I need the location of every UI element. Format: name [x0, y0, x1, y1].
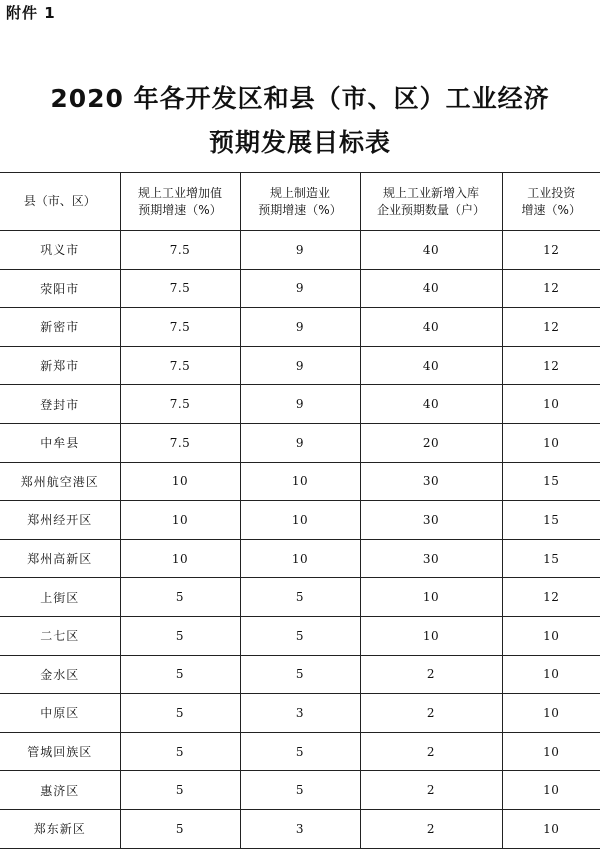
cell-county: 中牟县 [0, 423, 120, 462]
cell-new-enterprises: 2 [360, 732, 502, 771]
table-header-row [0, 173, 600, 231]
cell-county: 郑州经开区 [0, 501, 120, 540]
cell-county: 新郑市 [0, 346, 120, 385]
page-title-line-2: 预期发展目标表 [208, 128, 391, 157]
cell-county: 金水区 [0, 655, 120, 694]
cell-new-enterprises: 2 [360, 655, 502, 694]
cell-new-enterprises: 40 [360, 308, 502, 347]
header-investment-growth: 工业投资 增速（%） [502, 173, 600, 231]
cell-investment-growth: 15 [502, 539, 600, 578]
cell-county: 巩义市 [0, 231, 120, 270]
cell-investment-growth: 15 [502, 462, 600, 501]
cell-manufacturing-growth: 5 [240, 655, 360, 694]
table-row [0, 655, 600, 694]
cell-new-enterprises: 30 [360, 539, 502, 578]
table-row [0, 539, 600, 578]
header-new-enterprises: 规上工业新增入库 企业预期数量（户） [360, 173, 502, 231]
cell-industrial-value-growth: 7.5 [120, 385, 240, 424]
table-row [0, 308, 600, 347]
cell-manufacturing-growth: 10 [240, 462, 360, 501]
cell-industrial-value-growth: 5 [120, 578, 240, 617]
cell-county: 荥阳市 [0, 269, 120, 308]
cell-manufacturing-growth: 9 [240, 269, 360, 308]
cell-industrial-value-growth: 10 [120, 539, 240, 578]
cell-county: 郑州航空港区 [0, 462, 120, 501]
cell-industrial-value-growth: 7.5 [120, 231, 240, 270]
table-body [0, 231, 600, 849]
cell-new-enterprises: 40 [360, 385, 502, 424]
cell-county: 登封市 [0, 385, 120, 424]
header-county: 县（市、区） [0, 173, 120, 231]
cell-industrial-value-growth: 7.5 [120, 269, 240, 308]
cell-county: 郑东新区 [0, 809, 120, 848]
cell-industrial-value-growth: 10 [120, 501, 240, 540]
annex-label: 附件 1 [6, 4, 56, 22]
cell-industrial-value-growth: 5 [120, 771, 240, 810]
table-row [0, 809, 600, 848]
page-title-line-1: 2020 年各开发区和县（市、区）工业经济 [50, 84, 550, 113]
table-row [0, 501, 600, 540]
cell-industrial-value-growth: 5 [120, 732, 240, 771]
cell-investment-growth: 10 [502, 732, 600, 771]
cell-manufacturing-growth: 3 [240, 809, 360, 848]
table-row [0, 578, 600, 617]
cell-investment-growth: 10 [502, 385, 600, 424]
cell-manufacturing-growth: 3 [240, 694, 360, 733]
cell-investment-growth: 10 [502, 616, 600, 655]
cell-industrial-value-growth: 5 [120, 616, 240, 655]
cell-new-enterprises: 10 [360, 616, 502, 655]
cell-investment-growth: 10 [502, 694, 600, 733]
cell-investment-growth: 10 [502, 423, 600, 462]
cell-industrial-value-growth: 5 [120, 809, 240, 848]
header-industrial-value-growth: 规上工业增加值 预期增速（%） [120, 173, 240, 231]
table-row [0, 346, 600, 385]
table-row [0, 771, 600, 810]
cell-county: 新密市 [0, 308, 120, 347]
cell-new-enterprises: 40 [360, 269, 502, 308]
cell-manufacturing-growth: 5 [240, 616, 360, 655]
cell-manufacturing-growth: 5 [240, 771, 360, 810]
cell-investment-growth: 15 [502, 501, 600, 540]
cell-industrial-value-growth: 5 [120, 655, 240, 694]
cell-manufacturing-growth: 5 [240, 578, 360, 617]
header-manufacturing-growth: 规上制造业 预期增速（%） [240, 173, 360, 231]
cell-investment-growth: 10 [502, 655, 600, 694]
table-row [0, 269, 600, 308]
table-row [0, 694, 600, 733]
table-row [0, 462, 600, 501]
cell-investment-growth: 12 [502, 269, 600, 308]
cell-manufacturing-growth: 9 [240, 385, 360, 424]
cell-new-enterprises: 40 [360, 346, 502, 385]
cell-county: 上街区 [0, 578, 120, 617]
cell-industrial-value-growth: 7.5 [120, 346, 240, 385]
cell-new-enterprises: 30 [360, 462, 502, 501]
cell-county: 惠济区 [0, 771, 120, 810]
cell-new-enterprises: 2 [360, 809, 502, 848]
cell-investment-growth: 12 [502, 231, 600, 270]
table-row [0, 423, 600, 462]
cell-manufacturing-growth: 10 [240, 539, 360, 578]
cell-new-enterprises: 2 [360, 771, 502, 810]
cell-industrial-value-growth: 10 [120, 462, 240, 501]
cell-investment-growth: 12 [502, 346, 600, 385]
cell-industrial-value-growth: 7.5 [120, 423, 240, 462]
table-row [0, 385, 600, 424]
cell-manufacturing-growth: 9 [240, 346, 360, 385]
table-row [0, 732, 600, 771]
cell-manufacturing-growth: 9 [240, 231, 360, 270]
cell-industrial-value-growth: 5 [120, 694, 240, 733]
cell-manufacturing-growth: 5 [240, 732, 360, 771]
cell-investment-growth: 12 [502, 578, 600, 617]
table-row [0, 616, 600, 655]
cell-new-enterprises: 20 [360, 423, 502, 462]
cell-new-enterprises: 2 [360, 694, 502, 733]
cell-investment-growth: 10 [502, 809, 600, 848]
cell-new-enterprises: 40 [360, 231, 502, 270]
cell-county: 郑州高新区 [0, 539, 120, 578]
cell-investment-growth: 12 [502, 308, 600, 347]
cell-manufacturing-growth: 9 [240, 308, 360, 347]
cell-county: 中原区 [0, 694, 120, 733]
cell-industrial-value-growth: 7.5 [120, 308, 240, 347]
cell-manufacturing-growth: 10 [240, 501, 360, 540]
cell-investment-growth: 10 [502, 771, 600, 810]
cell-new-enterprises: 10 [360, 578, 502, 617]
targets-table [0, 172, 600, 849]
cell-new-enterprises: 30 [360, 501, 502, 540]
cell-county: 管城回族区 [0, 732, 120, 771]
cell-manufacturing-growth: 9 [240, 423, 360, 462]
cell-county: 二七区 [0, 616, 120, 655]
table-row [0, 231, 600, 270]
